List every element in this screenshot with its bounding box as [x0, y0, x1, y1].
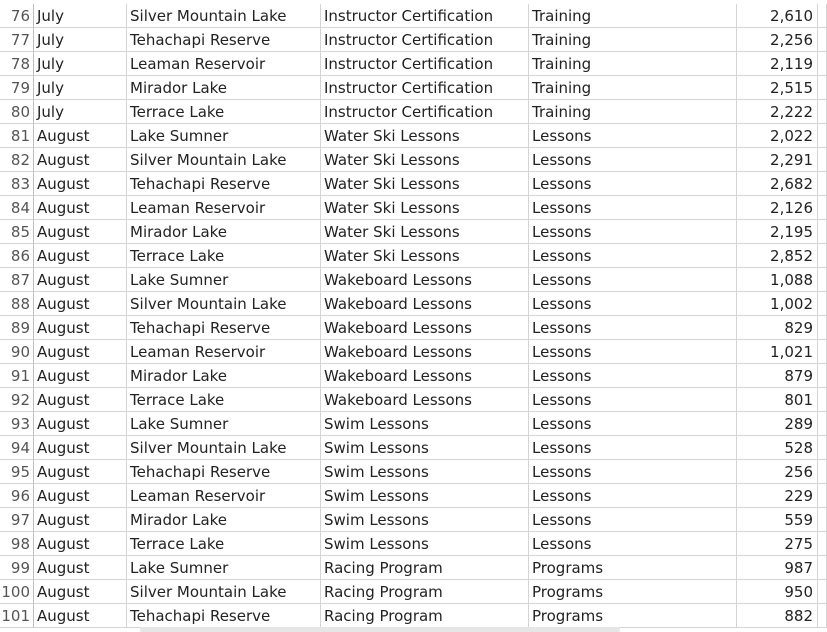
cell-month[interactable]: August [34, 196, 127, 220]
cell-program[interactable]: Instructor Certification [321, 28, 529, 52]
cell-value[interactable]: 2,222 [737, 100, 818, 124]
row-header[interactable]: 101 [0, 604, 34, 628]
cell-location[interactable]: Lake Sumner [127, 556, 321, 580]
cell-month[interactable]: August [34, 484, 127, 508]
cell-value[interactable]: 275 [737, 532, 818, 556]
cell-category[interactable]: Lessons [529, 292, 737, 316]
table-row[interactable] [0, 340, 827, 364]
cell-category[interactable]: Lessons [529, 412, 737, 436]
cell-program[interactable]: Racing Program [321, 556, 529, 580]
cell-location[interactable]: Silver Mountain Lake [127, 4, 321, 28]
cell-category[interactable]: Lessons [529, 340, 737, 364]
cell-month[interactable]: August [34, 268, 127, 292]
table-row[interactable] [0, 580, 827, 604]
cell-program[interactable]: Instructor Certification [321, 52, 529, 76]
table-row[interactable] [0, 604, 827, 628]
cell-empty[interactable] [818, 52, 827, 76]
cell-month[interactable]: August [34, 340, 127, 364]
row-header[interactable]: 99 [0, 556, 34, 580]
row-header[interactable]: 89 [0, 316, 34, 340]
cell-value[interactable]: 2,515 [737, 76, 818, 100]
cell-month[interactable]: August [34, 460, 127, 484]
row-header[interactable]: 97 [0, 508, 34, 532]
table-row[interactable] [0, 196, 827, 220]
cell-value[interactable]: 1,021 [737, 340, 818, 364]
row-header[interactable]: 78 [0, 52, 34, 76]
cell-empty[interactable] [818, 556, 827, 580]
cell-value[interactable]: 229 [737, 484, 818, 508]
cell-empty[interactable] [818, 148, 827, 172]
cell-month[interactable]: August [34, 364, 127, 388]
cell-value[interactable]: 2,126 [737, 196, 818, 220]
cell-program[interactable]: Instructor Certification [321, 4, 529, 28]
cell-month[interactable]: August [34, 436, 127, 460]
cell-category[interactable]: Lessons [529, 316, 737, 340]
cell-value[interactable]: 829 [737, 316, 818, 340]
cell-empty[interactable] [818, 364, 827, 388]
cell-empty[interactable] [818, 28, 827, 52]
cell-empty[interactable] [818, 340, 827, 364]
row-header[interactable]: 87 [0, 268, 34, 292]
row-header[interactable]: 91 [0, 364, 34, 388]
cell-program[interactable]: Wakeboard Lessons [321, 292, 529, 316]
row-header[interactable]: 81 [0, 124, 34, 148]
cell-value[interactable]: 2,291 [737, 148, 818, 172]
cell-location[interactable]: Tehachapi Reserve [127, 172, 321, 196]
cell-category[interactable]: Lessons [529, 244, 737, 268]
cell-empty[interactable] [818, 508, 827, 532]
row-header[interactable]: 83 [0, 172, 34, 196]
cell-category[interactable]: Lessons [529, 508, 737, 532]
cell-value[interactable]: 1,002 [737, 292, 818, 316]
cell-location[interactable]: Silver Mountain Lake [127, 148, 321, 172]
cell-program[interactable]: Water Ski Lessons [321, 244, 529, 268]
cell-month[interactable]: August [34, 532, 127, 556]
cell-category[interactable]: Programs [529, 580, 737, 604]
cell-month[interactable]: August [34, 388, 127, 412]
cell-program[interactable]: Instructor Certification [321, 76, 529, 100]
row-header[interactable]: 76 [0, 4, 34, 28]
cell-month[interactable]: August [34, 556, 127, 580]
cell-empty[interactable] [818, 412, 827, 436]
row-header[interactable]: 98 [0, 532, 34, 556]
cell-program[interactable]: Water Ski Lessons [321, 196, 529, 220]
cell-value[interactable]: 2,682 [737, 172, 818, 196]
row-header[interactable]: 100 [0, 580, 34, 604]
row-header[interactable]: 92 [0, 388, 34, 412]
table-row[interactable] [0, 508, 827, 532]
cell-value[interactable]: 950 [737, 580, 818, 604]
table-row[interactable] [0, 220, 827, 244]
cell-category[interactable]: Lessons [529, 268, 737, 292]
row-header[interactable]: 95 [0, 460, 34, 484]
cell-empty[interactable] [818, 292, 827, 316]
cell-program[interactable]: Wakeboard Lessons [321, 268, 529, 292]
cell-program[interactable]: Swim Lessons [321, 460, 529, 484]
cell-empty[interactable] [818, 484, 827, 508]
cell-empty[interactable] [818, 580, 827, 604]
cell-location[interactable]: Lake Sumner [127, 124, 321, 148]
cell-empty[interactable] [818, 220, 827, 244]
cell-month[interactable]: August [34, 292, 127, 316]
cell-month[interactable]: July [34, 100, 127, 124]
cell-program[interactable]: Wakeboard Lessons [321, 364, 529, 388]
cell-program[interactable]: Swim Lessons [321, 532, 529, 556]
cell-category[interactable]: Lessons [529, 124, 737, 148]
cell-empty[interactable] [818, 76, 827, 100]
cell-location[interactable]: Leaman Reservoir [127, 52, 321, 76]
table-row[interactable] [0, 364, 827, 388]
cell-month[interactable]: August [34, 316, 127, 340]
row-header[interactable]: 93 [0, 412, 34, 436]
cell-location[interactable]: Terrace Lake [127, 100, 321, 124]
cell-location[interactable]: Lake Sumner [127, 412, 321, 436]
cell-value[interactable]: 987 [737, 556, 818, 580]
cell-month[interactable]: July [34, 52, 127, 76]
cell-program[interactable]: Swim Lessons [321, 412, 529, 436]
cell-program[interactable]: Swim Lessons [321, 508, 529, 532]
row-header[interactable]: 84 [0, 196, 34, 220]
cell-value[interactable]: 2,256 [737, 28, 818, 52]
table-row[interactable] [0, 52, 827, 76]
cell-program[interactable]: Racing Program [321, 580, 529, 604]
cell-month[interactable]: August [34, 124, 127, 148]
cell-empty[interactable] [818, 388, 827, 412]
cell-category[interactable]: Lessons [529, 436, 737, 460]
cell-location[interactable]: Tehachapi Reserve [127, 604, 321, 628]
row-header[interactable]: 88 [0, 292, 34, 316]
cell-location[interactable]: Leaman Reservoir [127, 196, 321, 220]
table-row[interactable] [0, 460, 827, 484]
cell-category[interactable]: Lessons [529, 172, 737, 196]
cell-category[interactable]: Training [529, 76, 737, 100]
table-row[interactable] [0, 484, 827, 508]
cell-value[interactable]: 2,610 [737, 4, 818, 28]
cell-location[interactable]: Terrace Lake [127, 244, 321, 268]
cell-month[interactable]: July [34, 28, 127, 52]
cell-empty[interactable] [818, 124, 827, 148]
cell-program[interactable]: Instructor Certification [321, 100, 529, 124]
row-header[interactable]: 94 [0, 436, 34, 460]
cell-category[interactable]: Programs [529, 556, 737, 580]
table-row[interactable] [0, 244, 827, 268]
table-row[interactable] [0, 28, 827, 52]
cell-empty[interactable] [818, 316, 827, 340]
cell-empty[interactable] [818, 196, 827, 220]
cell-program[interactable]: Swim Lessons [321, 436, 529, 460]
cell-location[interactable]: Mirador Lake [127, 220, 321, 244]
row-header[interactable]: 79 [0, 76, 34, 100]
table-row[interactable] [0, 148, 827, 172]
cell-month[interactable]: August [34, 148, 127, 172]
cell-empty[interactable] [818, 100, 827, 124]
cell-location[interactable]: Terrace Lake [127, 532, 321, 556]
cell-program[interactable]: Wakeboard Lessons [321, 388, 529, 412]
cell-location[interactable]: Tehachapi Reserve [127, 28, 321, 52]
table-row[interactable] [0, 100, 827, 124]
cell-location[interactable]: Silver Mountain Lake [127, 292, 321, 316]
cell-program[interactable]: Water Ski Lessons [321, 172, 529, 196]
table-row[interactable] [0, 4, 827, 28]
cell-location[interactable]: Lake Sumner [127, 268, 321, 292]
row-header[interactable]: 86 [0, 244, 34, 268]
horizontal-scrollbar[interactable] [140, 627, 620, 632]
cell-month[interactable]: August [34, 604, 127, 628]
cell-location[interactable]: Tehachapi Reserve [127, 460, 321, 484]
cell-empty[interactable] [818, 436, 827, 460]
cell-month[interactable]: July [34, 76, 127, 100]
cell-category[interactable]: Lessons [529, 484, 737, 508]
row-header[interactable]: 77 [0, 28, 34, 52]
cell-value[interactable]: 879 [737, 364, 818, 388]
cell-empty[interactable] [818, 460, 827, 484]
cell-category[interactable]: Lessons [529, 460, 737, 484]
cell-category[interactable]: Lessons [529, 148, 737, 172]
table-row[interactable] [0, 412, 827, 436]
cell-location[interactable]: Leaman Reservoir [127, 484, 321, 508]
cell-month[interactable]: August [34, 508, 127, 532]
cell-category[interactable]: Training [529, 100, 737, 124]
cell-program[interactable]: Wakeboard Lessons [321, 340, 529, 364]
cell-value[interactable]: 2,852 [737, 244, 818, 268]
cell-month[interactable]: August [34, 580, 127, 604]
cell-empty[interactable] [818, 532, 827, 556]
table-row[interactable] [0, 124, 827, 148]
table-row[interactable] [0, 556, 827, 580]
cell-program[interactable]: Water Ski Lessons [321, 124, 529, 148]
row-header[interactable]: 85 [0, 220, 34, 244]
cell-location[interactable]: Mirador Lake [127, 76, 321, 100]
table-row[interactable] [0, 172, 827, 196]
row-header[interactable]: 80 [0, 100, 34, 124]
cell-program[interactable]: Racing Program [321, 604, 529, 628]
cell-location[interactable]: Tehachapi Reserve [127, 316, 321, 340]
cell-value[interactable]: 1,088 [737, 268, 818, 292]
cell-location[interactable]: Terrace Lake [127, 388, 321, 412]
cell-program[interactable]: Wakeboard Lessons [321, 316, 529, 340]
cell-value[interactable]: 256 [737, 460, 818, 484]
cell-value[interactable]: 559 [737, 508, 818, 532]
cell-empty[interactable] [818, 604, 827, 628]
cell-month[interactable]: August [34, 412, 127, 436]
cell-empty[interactable] [818, 4, 827, 28]
cell-location[interactable]: Mirador Lake [127, 364, 321, 388]
cell-value[interactable]: 801 [737, 388, 818, 412]
table-row[interactable] [0, 76, 827, 100]
cell-month[interactable]: August [34, 220, 127, 244]
cell-empty[interactable] [818, 268, 827, 292]
cell-program[interactable]: Swim Lessons [321, 484, 529, 508]
table-row[interactable] [0, 532, 827, 556]
cell-location[interactable]: Mirador Lake [127, 508, 321, 532]
cell-month[interactable]: July [34, 4, 127, 28]
cell-location[interactable]: Silver Mountain Lake [127, 436, 321, 460]
cell-value[interactable]: 2,195 [737, 220, 818, 244]
cell-value[interactable]: 2,022 [737, 124, 818, 148]
row-header[interactable]: 90 [0, 340, 34, 364]
cell-category[interactable]: Lessons [529, 364, 737, 388]
cell-program[interactable]: Water Ski Lessons [321, 148, 529, 172]
cell-category[interactable]: Training [529, 4, 737, 28]
cell-category[interactable]: Programs [529, 604, 737, 628]
table-row[interactable] [0, 316, 827, 340]
cell-month[interactable]: August [34, 172, 127, 196]
row-header[interactable]: 96 [0, 484, 34, 508]
table-row[interactable] [0, 388, 827, 412]
cell-month[interactable]: August [34, 244, 127, 268]
table-row[interactable] [0, 268, 827, 292]
table-row[interactable] [0, 292, 827, 316]
cell-program[interactable]: Water Ski Lessons [321, 220, 529, 244]
cell-value[interactable]: 2,119 [737, 52, 818, 76]
cell-category[interactable]: Lessons [529, 388, 737, 412]
cell-value[interactable]: 528 [737, 436, 818, 460]
row-header[interactable]: 82 [0, 148, 34, 172]
cell-category[interactable]: Training [529, 52, 737, 76]
cell-category[interactable]: Lessons [529, 532, 737, 556]
cell-empty[interactable] [818, 244, 827, 268]
table-row[interactable] [0, 436, 827, 460]
cell-location[interactable]: Silver Mountain Lake [127, 580, 321, 604]
cell-category[interactable]: Lessons [529, 220, 737, 244]
cell-empty[interactable] [818, 172, 827, 196]
cell-value[interactable]: 882 [737, 604, 818, 628]
cell-location[interactable]: Leaman Reservoir [127, 340, 321, 364]
cell-category[interactable]: Lessons [529, 196, 737, 220]
cell-value[interactable]: 289 [737, 412, 818, 436]
cell-category[interactable]: Training [529, 28, 737, 52]
